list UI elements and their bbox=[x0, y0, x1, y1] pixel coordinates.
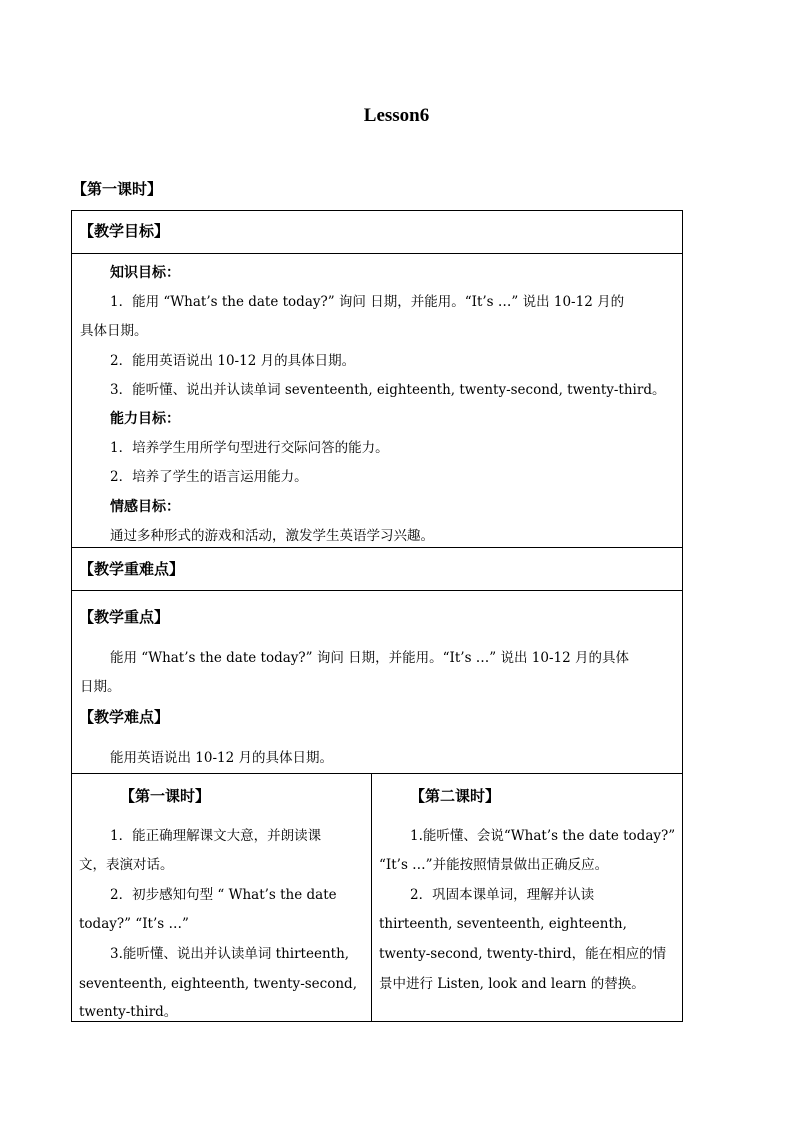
second-period-line-3: 2．巩固本课单词，理解并认读 bbox=[410, 887, 595, 903]
first-period-line-2: 文，表演对话。 bbox=[79, 857, 174, 873]
ability-item-2: 2．培养了学生的语言运用能力。 bbox=[110, 469, 308, 485]
first-period-header: 【第一课时】 bbox=[120, 787, 211, 805]
difficulty-title: 【教学难点】 bbox=[79, 708, 170, 726]
objectives-header: 【教学目标】 bbox=[79, 222, 170, 240]
row-divider-2 bbox=[71, 547, 683, 548]
first-period-line-3: 2．初步感知句型 “ What’s the date bbox=[110, 887, 337, 903]
emotion-item-1: 通过多种形式的游戏和活动，激发学生英语学习兴趣。 bbox=[110, 528, 434, 544]
knowledge-item-1-line-2: 具体日期。 bbox=[80, 323, 148, 339]
focus-text-line-1: 能用 “What’s the date today?” 询问 日期，并能用。“It’s …” 说出 10-12 月的具体 bbox=[110, 650, 629, 666]
column-divider bbox=[371, 773, 372, 1021]
row-divider-4 bbox=[71, 773, 683, 774]
key-points-header: 【教学重难点】 bbox=[79, 560, 185, 578]
row-divider-3 bbox=[71, 590, 683, 591]
first-period-line-7: twenty-third。 bbox=[79, 1004, 178, 1020]
second-period-line-6: 景中进行 Listen, look and learn 的替换。 bbox=[379, 976, 645, 992]
first-period-line-1: 1．能正确理解课文大意，并朗读课 bbox=[110, 828, 322, 844]
first-period-line-6: seventeenth, eighteenth, twenty-second, bbox=[79, 976, 357, 992]
second-period-line-4: thirteenth, seventeenth, eighteenth, bbox=[379, 916, 627, 932]
page-title: Lesson6 bbox=[363, 105, 430, 126]
second-period-line-2: “It’s …”并能按照情景做出正确反应。 bbox=[379, 857, 609, 873]
emotion-title: 情感目标： bbox=[110, 499, 180, 515]
knowledge-title: 知识目标： bbox=[110, 265, 180, 281]
second-period-header: 【第二课时】 bbox=[410, 787, 501, 805]
focus-text-line-2: 日期。 bbox=[80, 679, 121, 695]
first-period-line-5: 3.能听懂、说出并认读单词 thirteenth, bbox=[110, 946, 350, 962]
ability-title: 能力目标： bbox=[110, 411, 180, 427]
second-period-line-5: twenty-second, twenty-third，能在相应的情 bbox=[379, 946, 667, 962]
row-divider-1 bbox=[71, 253, 683, 254]
first-period-line-4: today?” “It’s …” bbox=[79, 916, 189, 932]
knowledge-item-1-line-1: 1．能用 “What’s the date today?” 询问 日期，并能用。“It’s …” 说出 10-12 月的 bbox=[110, 294, 625, 310]
ability-item-1: 1．培养学生用所学句型进行交际问答的能力。 bbox=[110, 440, 389, 456]
focus-title: 【教学重点】 bbox=[79, 608, 170, 626]
knowledge-item-3: 3．能听懂、说出并认读单词 seventeenth, eighteenth, twenty-second, twenty-third。 bbox=[110, 382, 666, 398]
section-label: 【第一课时】 bbox=[72, 180, 163, 198]
difficulty-text: 能用英语说出 10-12 月的具体日期。 bbox=[110, 750, 334, 766]
knowledge-item-2: 2．能用英语说出 10-12 月的具体日期。 bbox=[110, 353, 356, 369]
second-period-line-1: 1.能听懂、会说“What’s the date today?” bbox=[410, 828, 676, 844]
